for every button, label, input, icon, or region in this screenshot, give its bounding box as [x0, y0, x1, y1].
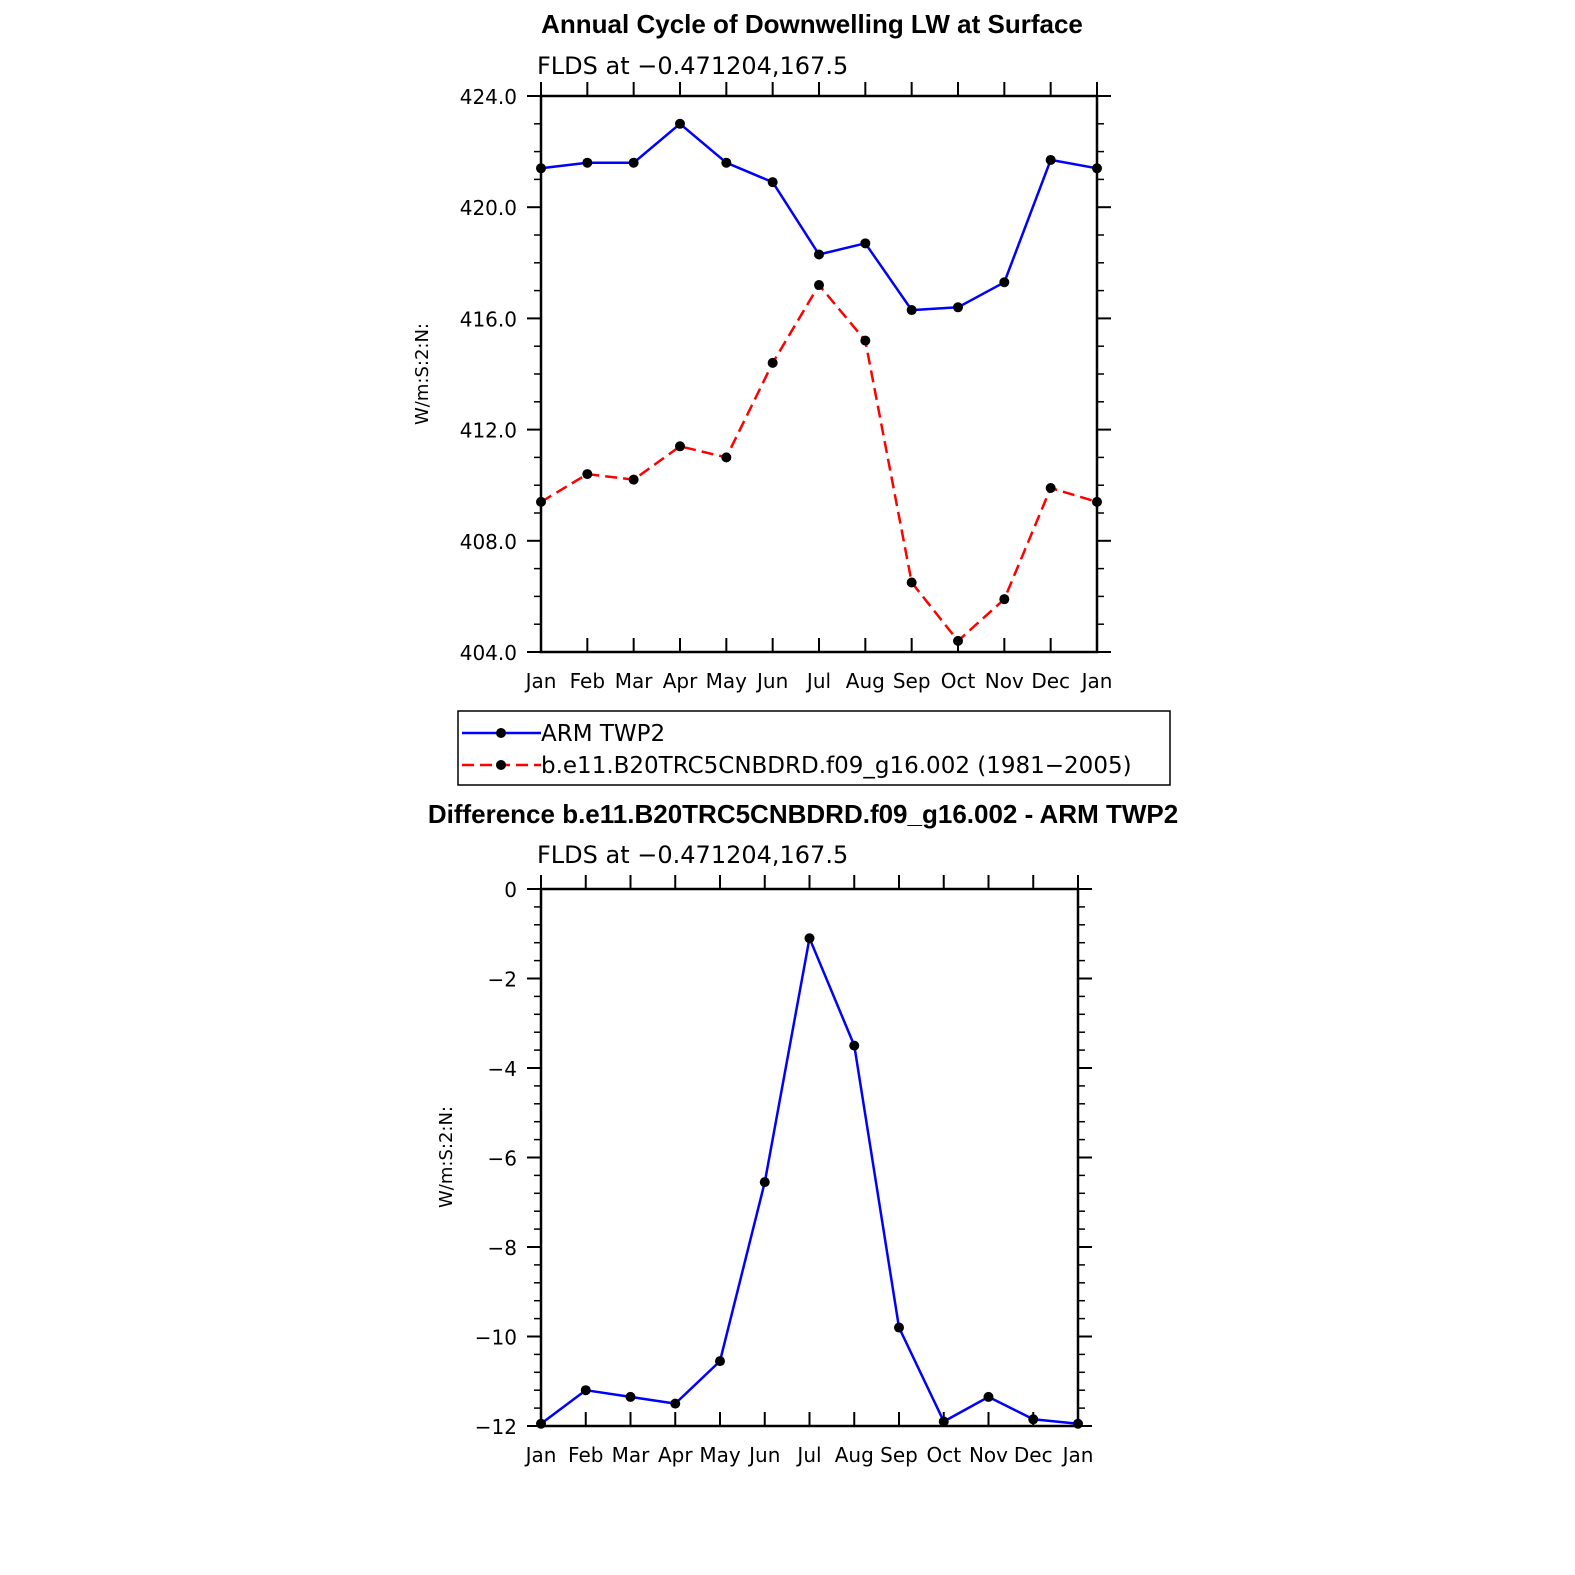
x-tick-label: Jun [757, 669, 789, 693]
x-tick-label: Dec [1013, 1443, 1053, 1467]
x-tick-label: Jan [525, 1443, 557, 1467]
y-tick-label: 416.0 [459, 307, 517, 332]
data-point [536, 497, 546, 507]
y-tick-label: 420.0 [459, 196, 517, 221]
data-point [953, 302, 963, 312]
x-tick-label: Jun [749, 1443, 781, 1467]
data-point [768, 358, 778, 368]
data-point [582, 469, 592, 479]
series-line-0 [541, 938, 1078, 1424]
data-point [581, 1385, 591, 1395]
data-point [1046, 155, 1056, 165]
y-tick-label: −4 [487, 1057, 517, 1081]
data-point [1046, 483, 1056, 493]
data-point [715, 1356, 725, 1366]
legend-marker-model [496, 760, 506, 770]
data-point [907, 305, 917, 315]
data-point [629, 158, 639, 168]
x-tick-label: Apr [657, 1443, 693, 1467]
data-point [814, 249, 824, 259]
x-tick-label: Feb [569, 669, 606, 693]
data-point [629, 475, 639, 485]
data-point [999, 277, 1009, 287]
data-point [849, 1041, 859, 1051]
x-tick-label: Mar [614, 669, 653, 693]
data-point [939, 1417, 949, 1427]
bottom-chart-subtitle: FLDS at −0.471204,167.5 [537, 841, 849, 869]
data-point [894, 1323, 904, 1333]
x-tick-label: Oct [926, 1443, 962, 1467]
plot-frame [541, 96, 1097, 652]
y-tick-label: 0 [504, 878, 517, 902]
data-point [675, 119, 685, 129]
y-tick-label: −12 [474, 1415, 517, 1439]
data-point [670, 1399, 680, 1409]
x-tick-label: Aug [845, 669, 885, 693]
data-point [536, 1419, 546, 1429]
x-tick-label: May [699, 1443, 741, 1467]
top-chart-panel [412, 82, 1112, 693]
legend-label-model: b.e11.B20TRC5CNBDRD.f09_g16.002 (1981−2005) [541, 753, 1132, 779]
data-point [984, 1392, 994, 1402]
data-point [1073, 1419, 1083, 1429]
data-point [768, 177, 778, 187]
data-point [907, 578, 917, 588]
legend-label-arm: ARM TWP2 [541, 721, 666, 747]
plot-frame [541, 889, 1078, 1426]
data-point [582, 158, 592, 168]
data-point [999, 594, 1009, 604]
data-point [860, 238, 870, 248]
x-tick-label: Jan [1081, 669, 1113, 693]
data-point [1028, 1414, 1038, 1424]
top-chart-title: Annual Cycle of Downwelling LW at Surface [541, 9, 1083, 39]
x-tick-label: Jan [1062, 1443, 1094, 1467]
x-tick-label: Nov [968, 1443, 1009, 1467]
data-point [953, 636, 963, 646]
bottom-chart-title: Difference b.e11.B20TRC5CNBDRD.f09_g16.002 - ARM TWP2 [427, 799, 1179, 829]
top-chart-subtitle: FLDS at −0.471204,167.5 [537, 52, 849, 80]
y-axis-label: W/m:S:2:N: [412, 323, 433, 425]
x-tick-label: Mar [611, 1443, 650, 1467]
data-point [1092, 497, 1102, 507]
x-tick-label: Apr [662, 669, 698, 693]
bottom-chart-panel [436, 875, 1093, 1467]
y-tick-label: 412.0 [459, 418, 517, 443]
data-point [626, 1392, 636, 1402]
data-point [675, 441, 685, 451]
y-tick-label: 404.0 [459, 641, 517, 665]
x-tick-label: Oct [940, 669, 976, 693]
y-axis-label: W/m:S:2:N: [436, 1106, 457, 1208]
x-tick-label: Nov [984, 669, 1024, 693]
x-tick-label: Jul [806, 669, 832, 693]
y-tick-label: 424.0 [459, 85, 517, 109]
x-tick-label: Aug [834, 1443, 874, 1467]
x-tick-label: Sep [892, 669, 931, 693]
series-line-1 [541, 285, 1097, 641]
data-point [1092, 163, 1102, 173]
x-tick-label: Jan [525, 669, 557, 693]
y-tick-label: −2 [487, 967, 517, 992]
data-point [721, 158, 731, 168]
data-point [760, 1177, 770, 1187]
y-tick-label: −6 [487, 1146, 517, 1171]
data-point [814, 280, 824, 290]
y-tick-label: −8 [487, 1236, 517, 1260]
x-tick-label: Dec [1031, 669, 1071, 693]
x-tick-label: Sep [880, 1443, 918, 1467]
x-tick-label: Feb [568, 1443, 604, 1467]
data-point [721, 452, 731, 462]
data-point [805, 933, 815, 943]
y-tick-label: −10 [474, 1325, 517, 1350]
legend-marker-arm [496, 728, 506, 738]
data-point [536, 163, 546, 173]
legend [458, 711, 1170, 785]
data-point [860, 336, 870, 346]
x-tick-label: Jul [797, 1443, 822, 1467]
x-tick-label: May [705, 669, 748, 693]
y-tick-label: 408.0 [459, 529, 517, 554]
